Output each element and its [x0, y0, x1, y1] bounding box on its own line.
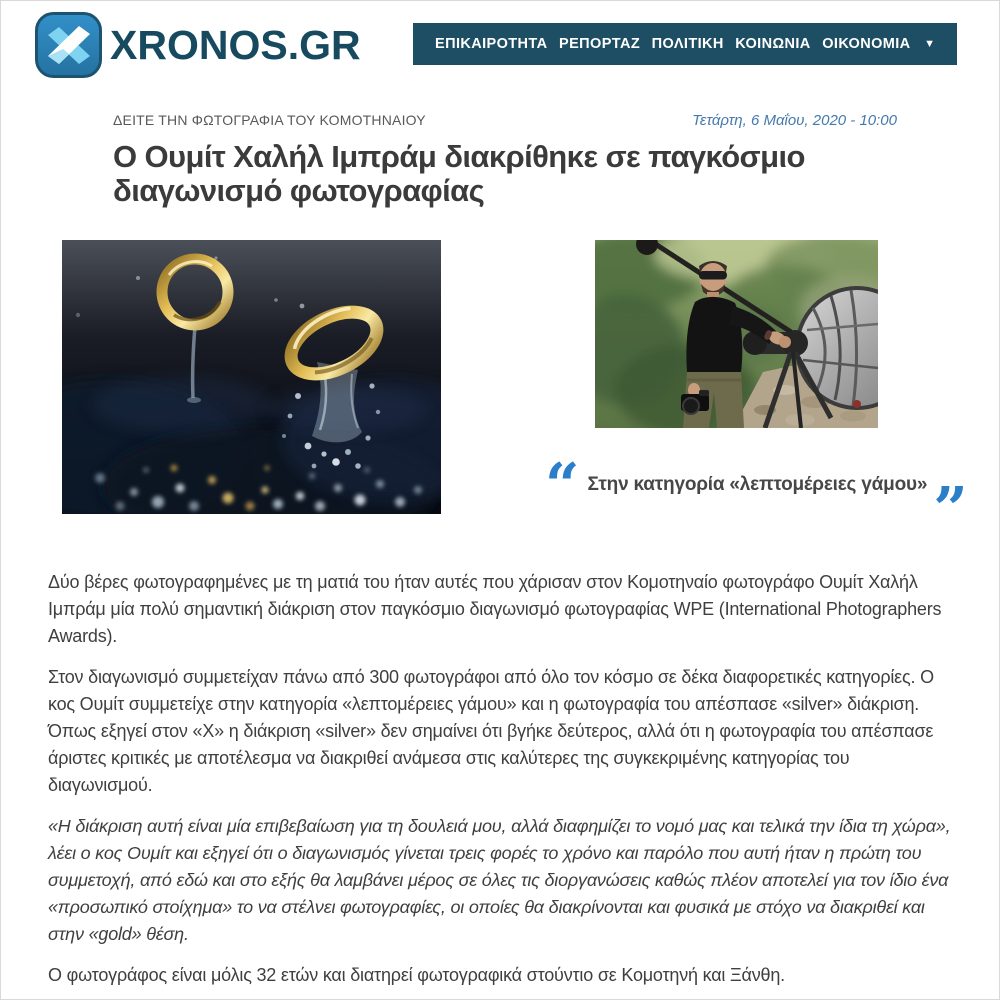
- article-date: Τετάρτη, 6 Μαΐου, 2020 - 10:00: [692, 112, 897, 129]
- article: [0, 112, 1000, 989]
- nav-item-reportaz[interactable]: ΡΕΠΟΡΤΑΖ: [559, 36, 641, 52]
- media-row: [0, 240, 1000, 545]
- site-logo-text: XRONOS.GR: [110, 21, 361, 68]
- pullquote: [545, 451, 968, 545]
- close-quote-icon: ”: [933, 475, 968, 545]
- paragraph-4: Ο φωτογράφος είναι μόλις 32 ετών και διατηρεί φωτογραφικά στούντιο σε Κομοτηνή και Ξάνθη.: [48, 965, 785, 985]
- nav-item-politiki[interactable]: ΠΟΛΙΤΙΚΗ: [651, 36, 724, 52]
- nav-item-oikonomia[interactable]: ΟΙΚΟΝΟΜΙΑ: [822, 36, 911, 52]
- site-header: [0, 0, 1000, 92]
- article-meta: [113, 112, 897, 129]
- article-kicker: ΔΕΙΤΕ ΤΗΝ ΦΩΤΟΓΡΑΦΙΑ ΤΟΥ ΚΟΜΟΤΗΝΑΙΟΥ: [113, 112, 426, 128]
- article-title: Ο Ουμίτ Χαλήλ Ιμπράμ διακρίθηκε σε παγκόσμιο διαγωνισμό φωτογραφίας: [113, 139, 805, 208]
- nav-item-koinonia[interactable]: ΚΟΙΝΩΝΙΑ: [735, 36, 811, 52]
- site-logo[interactable]: [35, 12, 361, 78]
- photographer-photo: [595, 240, 878, 428]
- xronos-logo-icon: [35, 12, 102, 78]
- paragraph-2: Στον διαγωνισμό συμμετείχαν πάνω από 300 φωτογράφοι από όλο τον κόσμο σε δέκα διαφορετικές κατηγορίες. Ο κος Ουμίτ συμμετείχε στην κατηγορία «λεπτομέρειες γάμου» και η φωτογραφία του απέσπασε «silver» διάκριση. Όπως εξηγεί στον «Χ» η διάκριση «silver» δεν σημαίνει ότι βγήκε δεύτερος, αλλά ότι η φωτογραφία του απέσπασε άριστες κριτικές με αποτέλεσμα να διακριθεί ανάμεσα στις καλύτερες της συγκεκριμένης κατηγορίας του διαγωνισμού.: [48, 667, 934, 795]
- open-quote-icon: “: [545, 451, 580, 521]
- paragraph-1: Δύο βέρες φωτογραφημένες με τη ματιά του ήταν αυτές που χάρισαν στον Κομοτηναίο φωτογράφο Ουμίτ Χαλήλ Ιμπράμ μία πολύ σημαντική διάκριση στον παγκόσμιο διαγωνισμό φωτογραφίας WPE (International Photographers Awards).: [48, 572, 942, 646]
- rings-photo: [62, 240, 441, 514]
- pullquote-text: Στην κατηγορία «λεπτομέρειες γάμου»: [587, 474, 928, 495]
- paragraph-3: «Η διάκριση αυτή είναι μία επιβεβαίωση για τη δουλειά μου, αλλά διαφημίζει το νομό μας και τελικά την ίδια τη χώρα», λέει ο κος Ουμίτ και εξηγεί ότι ο διαγωνισμός γίνεται τρεις φορές το χρόνο και παρόλο που αυτή ήταν η πρώτη του συμμετοχή, από εδώ και στο εξής θα λαμβάνει μέρος σε όλες τις διοργανώσεις καθώς πλέον αποτελεί για τον ίδιο ένα «προσωπικό στοίχημα» το να στέλνει φωτογραφίες, οι οποίες θα διακρίνονται και φυσικά με στόχο να διακριθεί και στην «gold» θέση.: [48, 816, 951, 944]
- chevron-down-icon[interactable]: ▼: [924, 38, 935, 50]
- right-column: [545, 240, 968, 545]
- main-nav: [413, 23, 957, 65]
- article-body: [48, 569, 952, 989]
- nav-item-epikairotita[interactable]: ΕΠΙΚΑΙΡΟΤΗΤΑ: [435, 36, 548, 52]
